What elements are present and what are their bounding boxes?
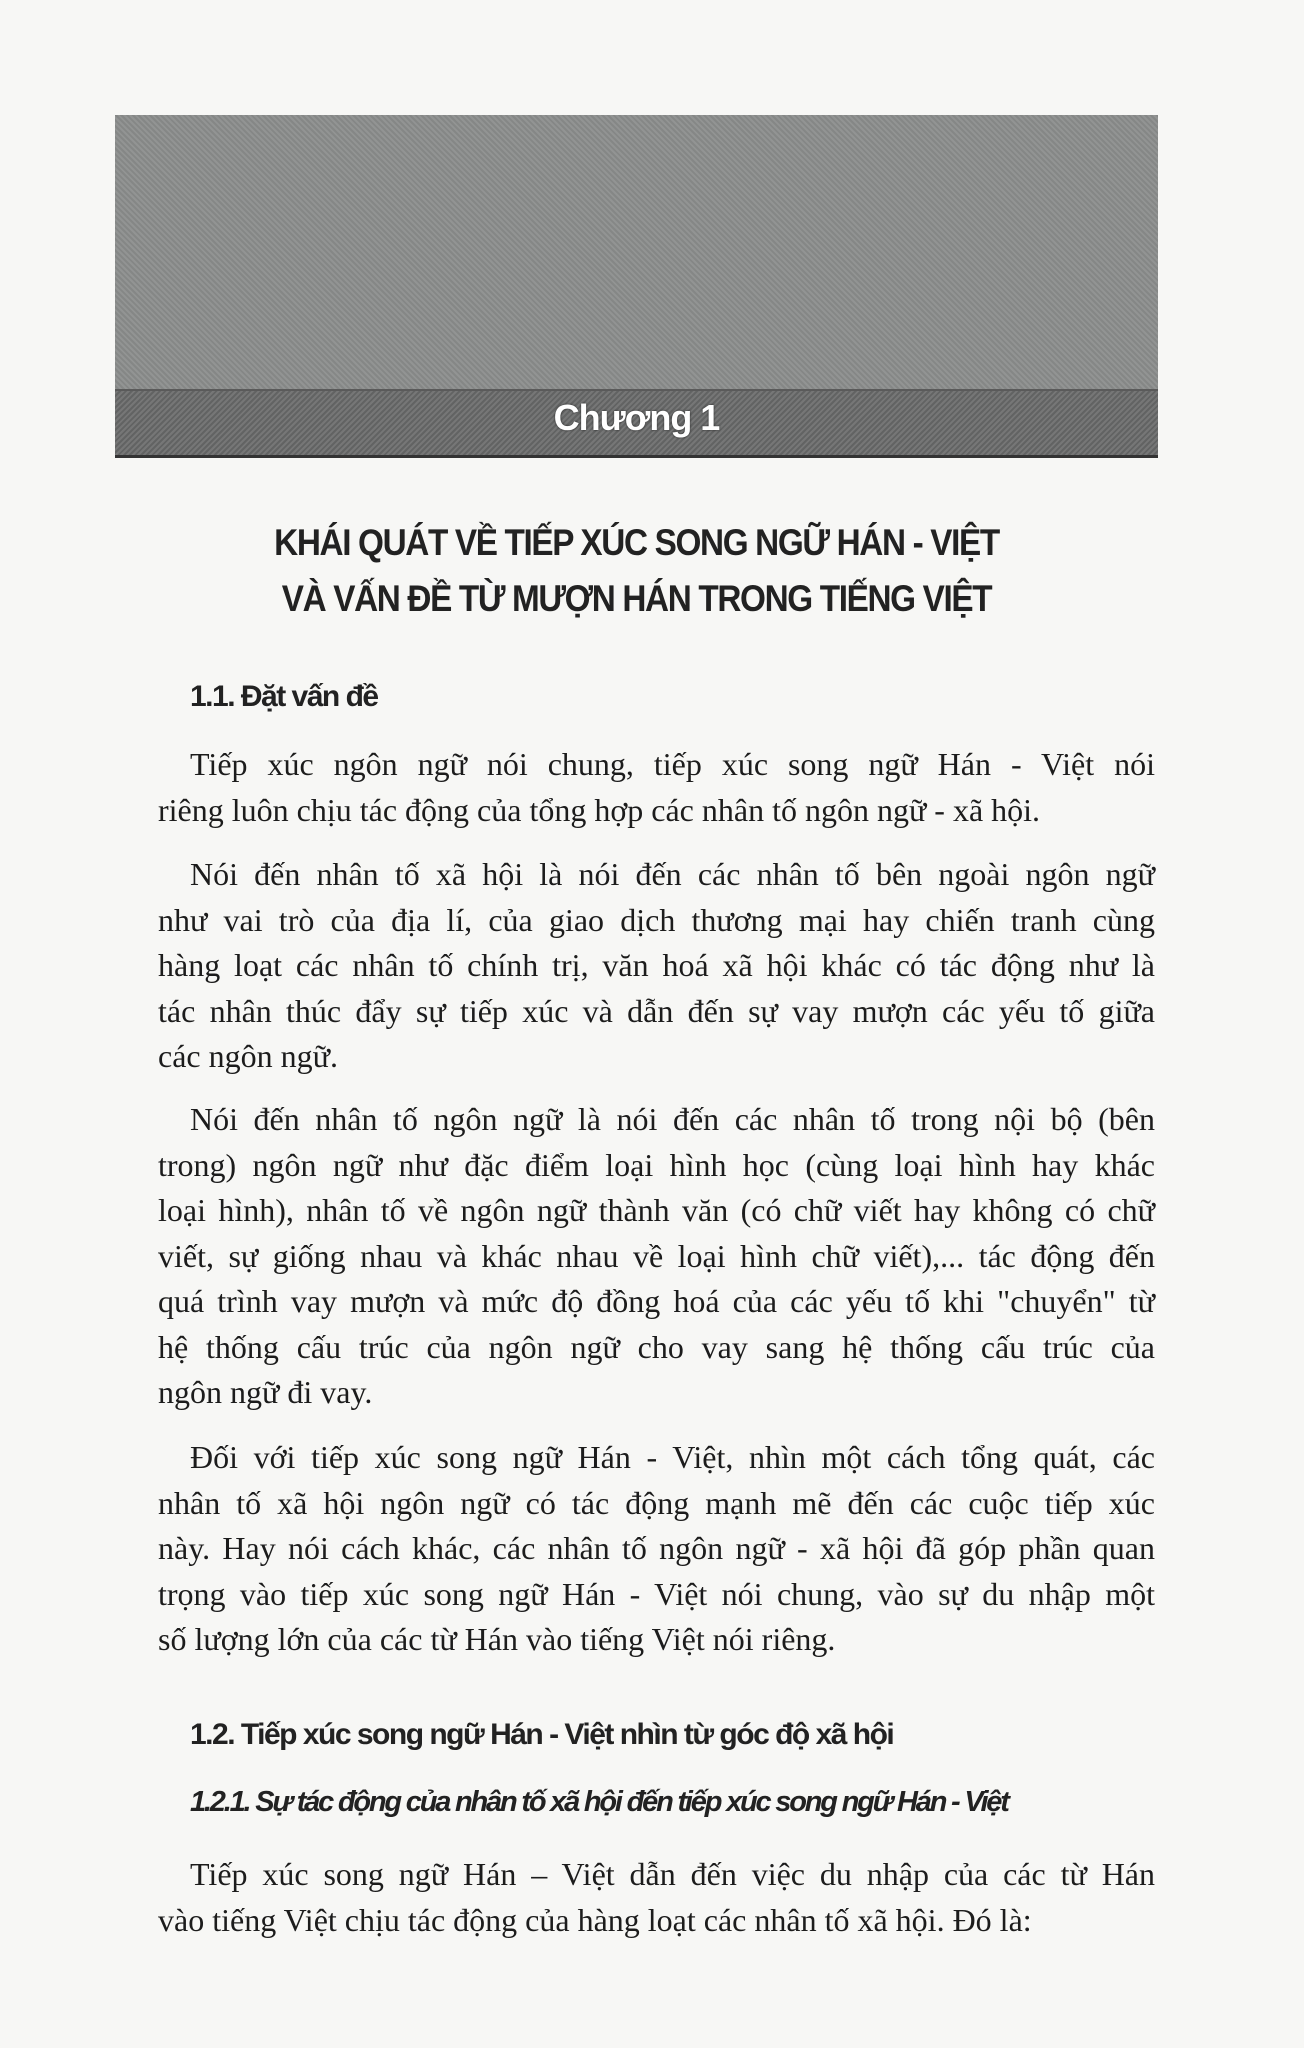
paragraph-line: trọng vào tiếp xúc song ngữ Hán - Việt nói chung, vào sự du nhập một	[158, 1575, 1155, 1612]
paragraph	[158, 1852, 1155, 1943]
paragraph-line: trong) ngôn ngữ như đặc điểm loại hình học (cùng loại hình hay khác	[158, 1146, 1155, 1183]
paragraph-line: viết, sự giống nhau và khác nhau về loại hình chữ viết),... tác động đến	[158, 1237, 1155, 1274]
paragraph-line: số lượng lớn của các từ Hán vào tiếng Việt nói riêng.	[158, 1621, 836, 1657]
paragraph-line: các ngôn ngữ.	[158, 1038, 338, 1074]
paragraph-line: Nói đến nhân tố ngôn ngữ là nói đến các nhân tố trong nội bộ (bên	[190, 1101, 1155, 1137]
title-line: KHÁI QUÁT VỀ TIẾP XÚC SONG NGỮ HÁN - VIỆT	[274, 522, 999, 563]
paragraph-line: như vai trò của địa lí, của giao dịch thương mại hay chiến tranh cùng	[158, 901, 1155, 938]
paragraph	[158, 1097, 1155, 1416]
paragraph-line: này. Hay nói cách khác, các nhân tố ngôn ngữ - xã hội đã góp phần quan	[158, 1530, 1155, 1566]
paragraph-line: vào tiếng Việt chịu tác động của hàng loạt các nhân tố xã hội. Đó là:	[158, 1901, 1032, 1938]
paragraph	[158, 742, 1155, 833]
paragraph-line: ngôn ngữ đi vay.	[158, 1374, 373, 1410]
chapter-strip	[115, 389, 1158, 458]
section-heading-1-1: 1.1. Đặt vấn đề	[190, 680, 378, 713]
paragraph-line: quá trình vay mượn và mức độ đồng hoá của các yếu tố khi "chuyển" từ	[158, 1283, 1155, 1319]
section-heading-1-2: 1.2. Tiếp xúc song ngữ Hán - Việt nhìn từ góc độ xã hội	[190, 1718, 894, 1751]
paragraph-line: hàng loạt các nhân tố chính trị, văn hoá xã hội khác có tác động như là	[158, 947, 1155, 983]
paragraph-line: riêng luôn chịu tác động của tổng hợp các nhân tố ngôn ngữ - xã hội.	[158, 791, 1041, 828]
paragraph-line: Tiếp xúc ngôn ngữ nói chung, tiếp xúc song ngữ Hán - Việt nói	[190, 746, 1155, 782]
paragraph-line: loại hình), nhân tố về ngôn ngữ thành văn (có chữ viết hay không có chữ	[158, 1192, 1155, 1228]
chapter-banner	[115, 115, 1158, 458]
chapter-title	[167, 515, 1106, 627]
paragraph-line: Tiếp xúc song ngữ Hán – Việt dẫn đến việc du nhập của các từ Hán	[190, 1856, 1155, 1892]
paragraph	[158, 852, 1155, 1080]
paragraph	[158, 1435, 1155, 1663]
chapter-label: Chương 1	[553, 397, 720, 438]
paragraph-line: Đối với tiếp xúc song ngữ Hán - Việt, nhìn một cách tổng quát, các	[190, 1439, 1155, 1475]
title-line: VÀ VẤN ĐỀ TỪ MƯỢN HÁN TRONG TIẾNG VIỆT	[281, 578, 992, 619]
paragraph-line: hệ thống cấu trúc của ngôn ngữ cho vay sang hệ thống cấu trúc của	[158, 1328, 1155, 1365]
paragraph-line: Nói đến nhân tố xã hội là nói đến các nhân tố bên ngoài ngôn ngữ	[190, 856, 1155, 892]
paragraph-line: tác nhân thúc đẩy sự tiếp xúc và dẫn đến sự vay mượn các yếu tố giữa	[158, 992, 1155, 1029]
paragraph-line: nhân tố xã hội ngôn ngữ có tác động mạnh mẽ đến các cuộc tiếp xúc	[158, 1484, 1155, 1521]
section-heading-1-2-1: 1.2.1. Sự tác động của nhân tố xã hội đến tiếp xúc song ngữ Hán - Việt	[190, 1786, 1008, 1818]
